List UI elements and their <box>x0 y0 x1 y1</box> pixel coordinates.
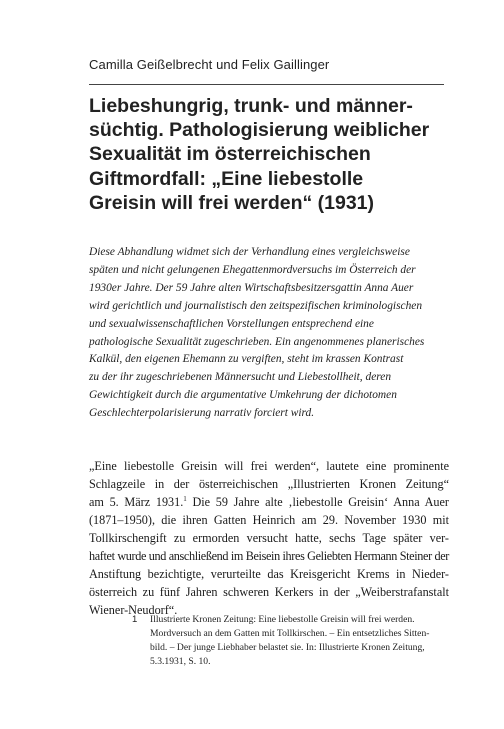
body-line: Anstiftung bezichtigte, verurteilte das Kreisgericht Krems in Nieder- <box>89 566 449 581</box>
body-line: „Eine liebestolle Greisin will frei werden“, lautete eine prominente <box>89 459 449 473</box>
footnote-line: Illustrierte Kronen Zeitung: Eine liebestolle Greisin will frei werden. <box>150 614 415 625</box>
header-rule <box>89 84 444 85</box>
abstract-line: Kalkül, den eigenen Ehemann zu vergiften, steht im krassen Kontrast <box>89 353 404 366</box>
footnote-line: Mordversuch an dem Gatten mit Tollkirschen. – Ein entsetzliches Sitten- <box>150 627 430 639</box>
footnote-ref[interactable]: 1 <box>183 494 187 503</box>
abstract-line: zu der ihr zugeschriebenen Männersucht und Liebestollheit, deren <box>89 371 392 384</box>
body-line-rest: Die 59 Jahre alte ‚liebestolle Greisin‘ Anna Auer <box>186 494 449 509</box>
footnote-line: bild. – Der junge Liebhaber belastet sie. In: Illustrierte Kronen Zeitung, <box>150 641 425 653</box>
body-line: Tollkirschengift zu ermorden versucht hatte, sechs Tage später ver- <box>89 530 449 545</box>
body-line: Schlagzeile in der österreichischen „Illustrierten Kronen Zeitung“ <box>89 476 449 491</box>
abstract-line: 1930er Jahre. Der 59 Jahre alten Wirtschaftsbesitzersgattin Anna Auer <box>89 281 414 294</box>
body-line: (1871–1950), die ihren Gatten Heinrich am 29. November 1930 mit <box>89 512 449 527</box>
body-line: österreich zu fünf Jahren schweren Kerkers in der „Weiberstrafanstalt <box>89 584 449 599</box>
title-line: süchtig. Pathologisierung weiblicher <box>89 119 430 142</box>
abstract-line: Geschlechterpolarisierung narrativ forciert wird. <box>89 407 315 420</box>
title-line: Greisin will frei werden“ (1931) <box>89 191 375 214</box>
footnote-text <box>150 613 450 669</box>
body-line-start: am 5. März 1931. <box>89 494 184 509</box>
article-title <box>89 94 449 215</box>
footnote-line: 5.3.1931, S. 10. <box>150 655 211 667</box>
title-line: Sexualität im österreichischen <box>89 143 371 166</box>
abstract-line: pathologische Sexualität zugeschrieben. Ein angenommenes planerisches <box>89 335 425 348</box>
footnote-number: 1 <box>132 614 138 625</box>
title-line: Liebeshungrig, trunk- und männer- <box>89 95 413 117</box>
title-line: Giftmordfall: „Eine liebestolle <box>89 167 364 190</box>
abstract-line: wird gerichtlich und journalistisch den zeitspezifischen kriminologischen <box>89 299 423 312</box>
abstract-line: Diese Abhandlung widmet sich der Verhandlung eines vergleichsweise <box>89 246 410 258</box>
body-line <box>89 494 449 512</box>
abstract-line: späten und nicht gelungenen Ehegattenmordversuchs im Österreich der <box>89 263 416 276</box>
body-paragraph <box>89 458 449 620</box>
running-head: Camilla Geißelbrecht und Felix Gaillinger <box>89 57 330 72</box>
abstract-line: und sexualwissenschaftlichen Vorstellungen entsprechend eine <box>89 317 374 330</box>
abstract-line: Gewichtigkeit durch die argumentative Umkehrung der dichotomen <box>89 389 397 402</box>
abstract <box>89 244 449 423</box>
body-line: haftet wurde und anschließend im Beisein ihres Geliebten Hermann Steiner der <box>89 548 449 563</box>
body-line: Wiener-Neudorf“. <box>89 602 178 617</box>
